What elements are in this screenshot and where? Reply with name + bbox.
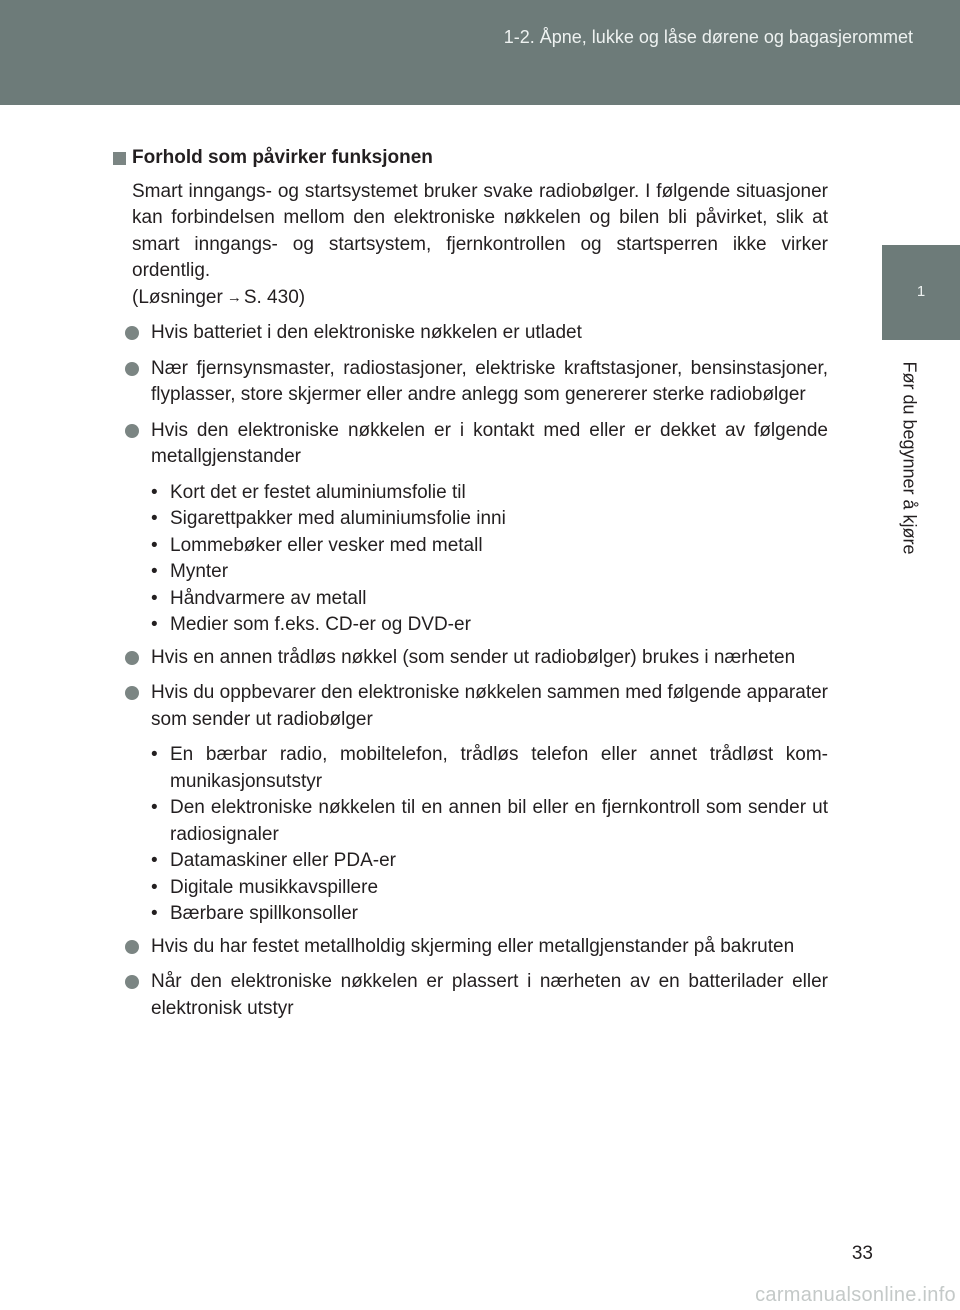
bullet-icon: •: [151, 614, 158, 635]
sub-list-item: [113, 901, 828, 928]
sub-list-item: [113, 559, 828, 586]
chapter-side-label-text: Før du begynner å kjøre: [899, 361, 920, 555]
intro-paragraph: [132, 179, 828, 313]
radio-devices-list: [113, 742, 828, 928]
list-item-text: Hvis den elektroniske nøkkelen er i kontakt med eller er dekket av følgende metallgjenstander: [151, 419, 828, 467]
chapter-tab: [882, 245, 960, 340]
sub-list-item-text: Digitale musikkavspillere: [170, 876, 379, 898]
bullet-icon: •: [151, 744, 158, 765]
bullet-icon: •: [151, 797, 158, 818]
circle-bullet-icon: [125, 940, 139, 954]
list-item-text: Hvis batteriet i den elektroniske nøkkelen er utladet: [151, 322, 582, 343]
sub-list-item-text: Bærbare spillkonsoller: [170, 903, 358, 924]
section-heading: [113, 145, 828, 172]
square-bullet-icon: [113, 152, 126, 165]
circle-bullet-icon: [125, 651, 139, 665]
sub-list-item: [113, 506, 828, 533]
bullet-icon: •: [151, 508, 158, 529]
page-number: 33: [851, 1243, 873, 1264]
bullet-icon: •: [151, 850, 158, 871]
sub-list-item: [113, 480, 828, 507]
list-item-text: Hvis en annen trådløs nøkkel (som sender ut radiobølger) brukes i nærheten: [151, 646, 796, 668]
bullet-icon: •: [151, 534, 158, 556]
list-item: [113, 418, 828, 471]
watermark: carmanualsonline.info: [755, 1284, 956, 1306]
sub-list-item: [113, 612, 828, 639]
list-item-text: Hvis du oppbevarer den elektroniske nøkkelen sammen med følgende apparater som sender ut radiobølger: [151, 682, 828, 730]
header-band: [0, 0, 960, 105]
metal-objects-list: [113, 480, 828, 639]
reference-prefix: (Løsninger: [132, 286, 223, 308]
bullet-icon: •: [151, 876, 158, 898]
bullet-icon: •: [151, 561, 158, 582]
circle-bullet-icon: [125, 424, 139, 438]
list-item-text: Nær fjernsynsmaster, radiostasjoner, elektriske kraftstasjoner, bensinstasjoner, flyplasser, store skjermer eller andre anlegg som genererer sterke radiobølger: [151, 357, 828, 405]
sub-list-item-text: Mynter: [170, 561, 229, 582]
sub-list-item: [113, 586, 828, 613]
chapter-number: 1: [916, 283, 926, 300]
list-item-text: Hvis du har festet metallholdig skjerming eller metallgjenstander på bakruten: [151, 935, 795, 957]
page-content: [113, 145, 828, 1031]
intro-text: Smart inngangs- og startsystemet bruker svake radiobølger. I følgende situasjoner kan forbindelsen mellom den elektroniske nøkkelen og bilen bli påvirket, slik at smart inngangs- og startsystem, fjernkontrollen og startsperren ikke virker ordentlig.: [132, 180, 828, 281]
sub-list-item: [113, 533, 828, 560]
bullet-icon: •: [151, 587, 158, 609]
sub-list-item-text: Den elektroniske nøkkelen til en annen bil eller en fjernkontroll som sender ut radiosignaler: [170, 797, 828, 845]
list-item: [113, 680, 828, 733]
section-heading-text: Forhold som påvirker funksjonen: [132, 147, 433, 168]
reference-link[interactable]: S. 430): [243, 286, 306, 308]
list-item: [113, 934, 828, 961]
chapter-title: 1-2. Åpne, lukke og låse dørene og bagasjerommet: [503, 27, 913, 47]
sub-list-item-text: En bærbar radio, mobiltelefon, trådløs telefon eller annet trådløst kommunikasjonsutstyr: [170, 744, 828, 792]
list-item: [113, 969, 828, 1022]
sub-list-item: [113, 795, 828, 848]
sub-list-item-text: Datamaskiner eller PDA-er: [170, 850, 396, 871]
sub-list-item-text: Håndvarmere av metall: [170, 587, 367, 609]
sub-list-item: [113, 742, 828, 795]
list-item: [113, 320, 828, 347]
sub-list-item-text: Sigarettpakker med aluminiumsfolie inni: [170, 508, 506, 529]
bullet-icon: •: [151, 903, 158, 924]
sub-list-item: [113, 848, 828, 875]
circle-bullet-icon: [125, 362, 139, 376]
sub-list-item: [113, 875, 828, 902]
circle-bullet-icon: [125, 686, 139, 700]
circle-bullet-icon: [125, 975, 139, 989]
list-item: [113, 356, 828, 409]
bullet-icon: •: [151, 481, 158, 503]
arrow-right-icon: →: [226, 288, 242, 306]
circle-bullet-icon: [125, 326, 139, 340]
sub-list-item-text: Medier som f.eks. CD-er og DVD-er: [170, 614, 471, 635]
sub-list-item-text: Kort det er festet aluminiumsfolie til: [170, 481, 466, 503]
list-item-text: Når den elektroniske nøkkelen er plassert i nærheten av en batterilader eller elektronisk utstyr: [151, 971, 828, 1019]
sub-list-item-text: Lommebøker eller vesker med metall: [170, 534, 483, 556]
list-item: [113, 645, 828, 672]
